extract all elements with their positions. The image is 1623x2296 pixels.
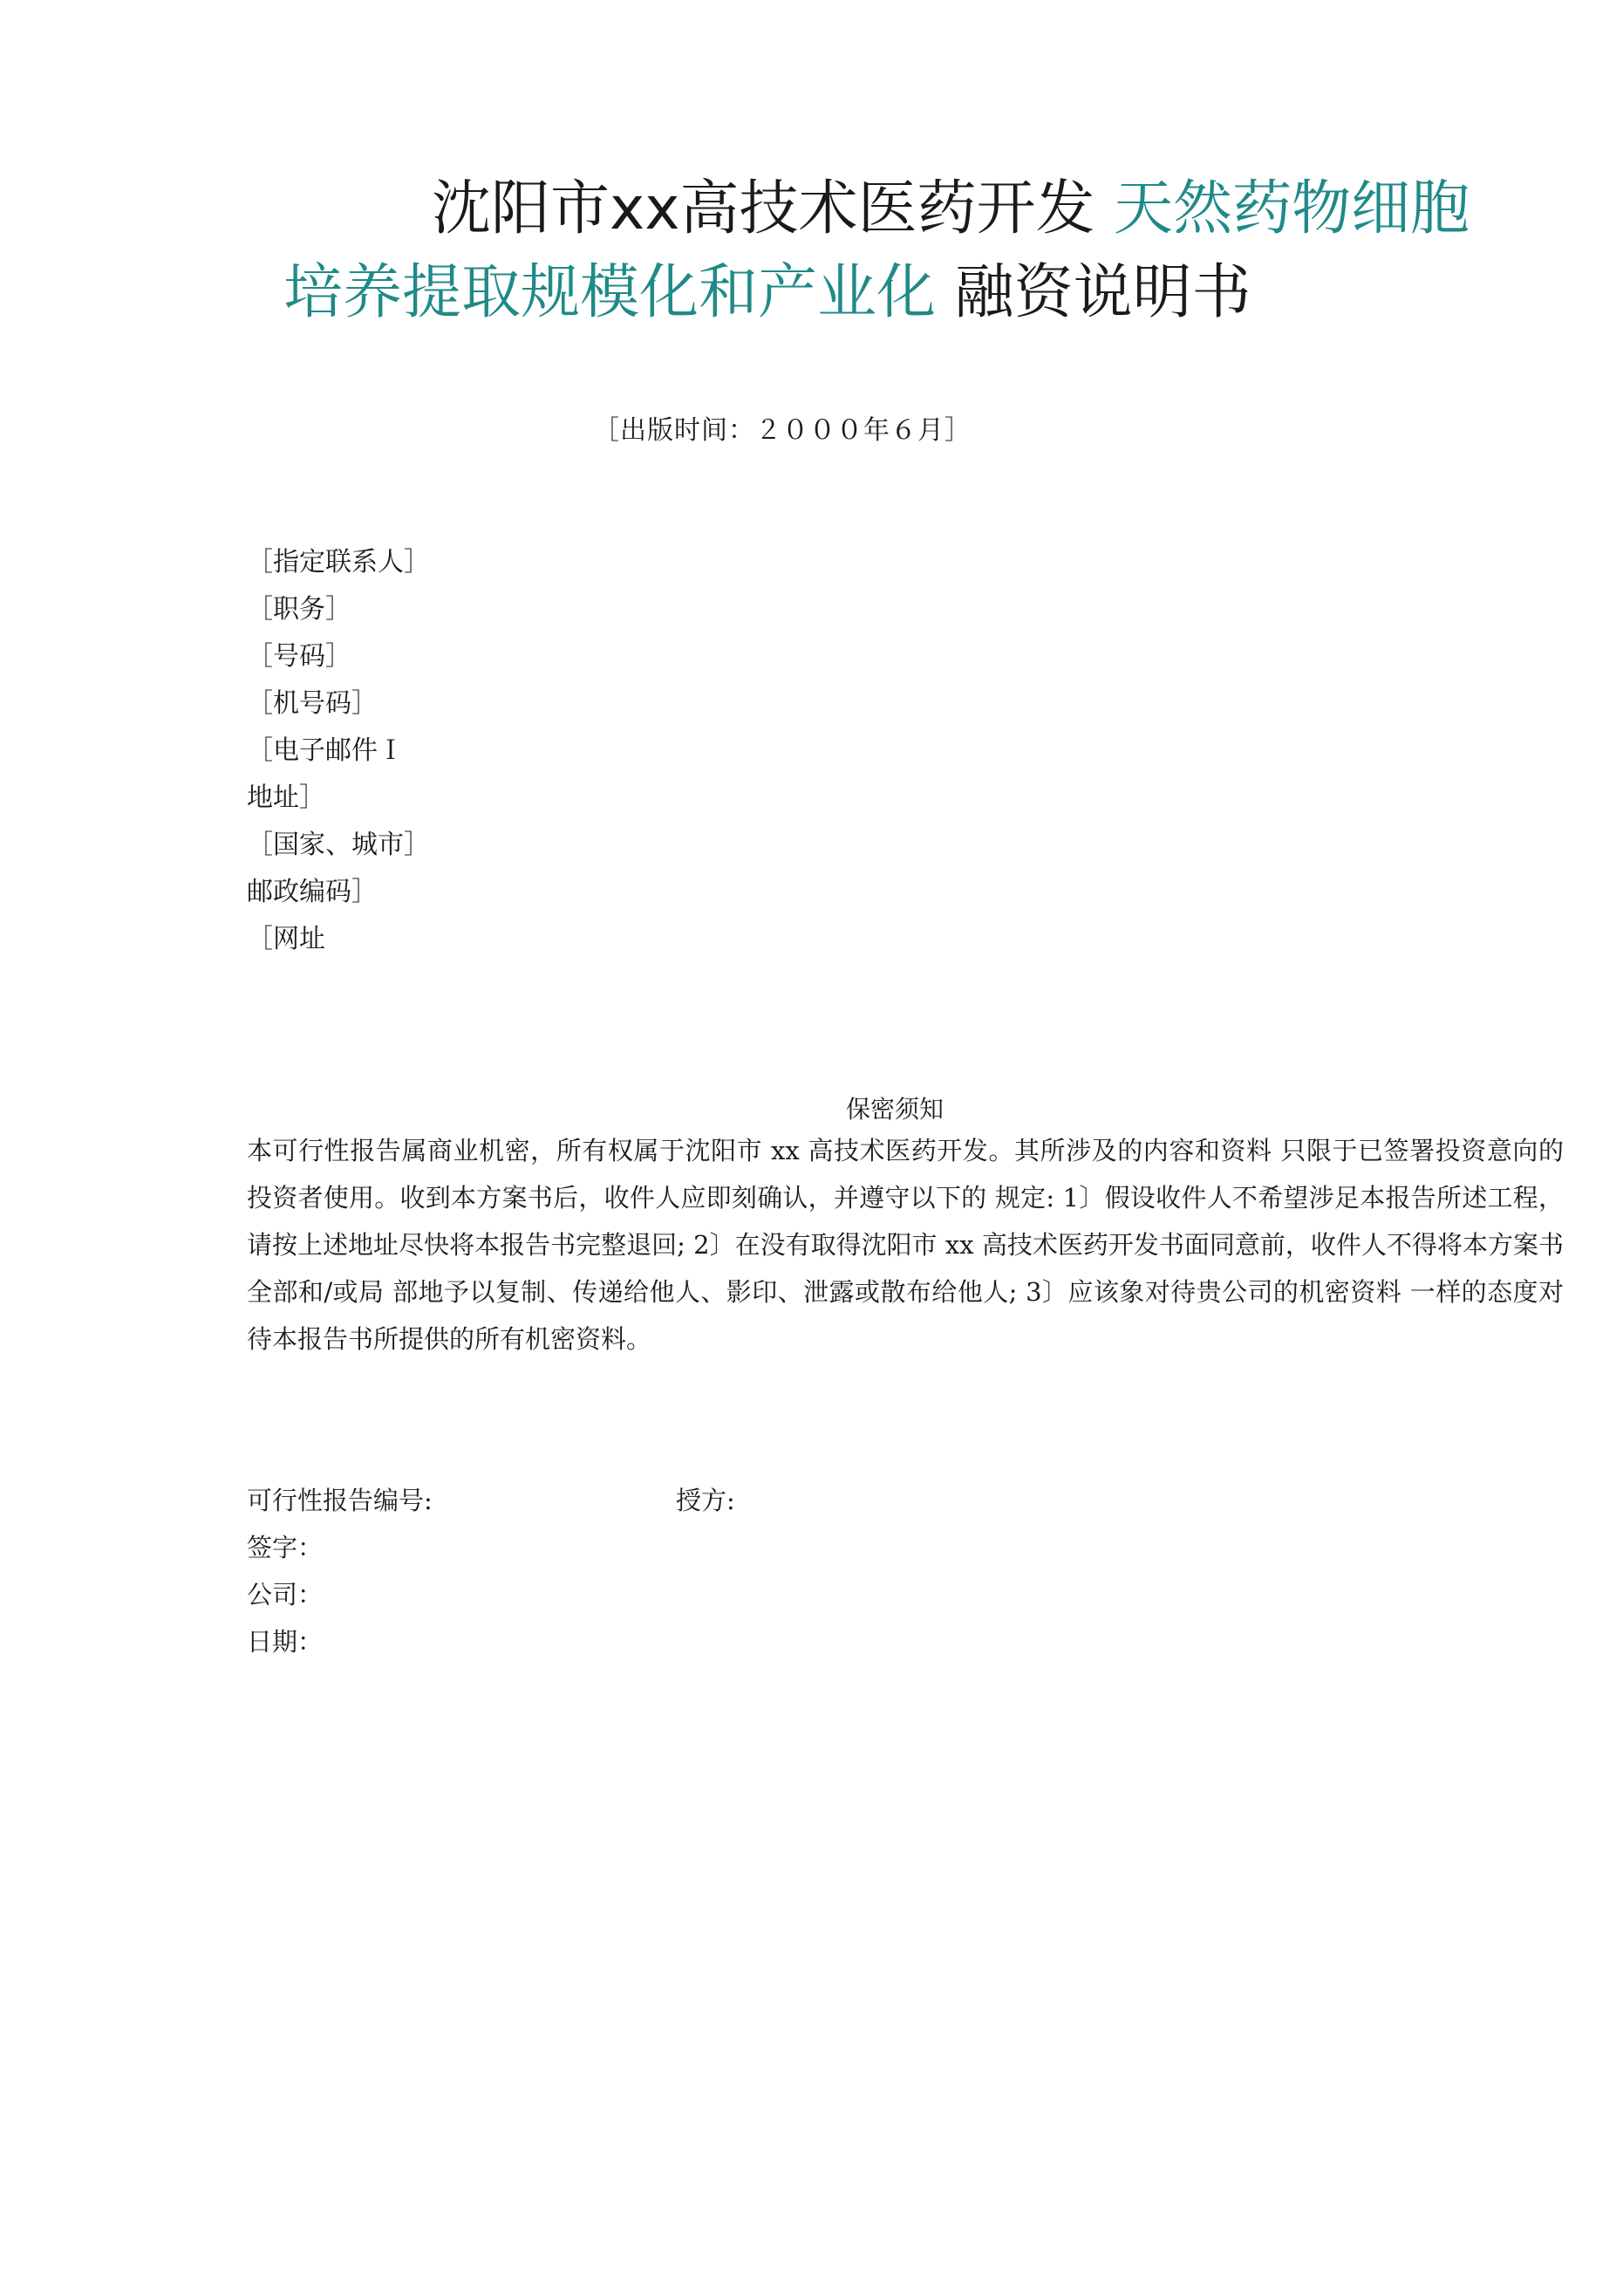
title-project-part-1: 天然药物细胞: [1095, 174, 1470, 243]
document-title-line-2: [283, 249, 1623, 337]
title-doc-type: 融资说明书: [936, 258, 1251, 327]
email-field-line-1: ［电子邮件Ｉ: [247, 735, 404, 766]
document-title-line-1: [432, 166, 1623, 253]
company-label: 公司：: [247, 1580, 324, 1609]
contact-info-list: [247, 539, 430, 963]
mobile-field: ［机号码］: [247, 688, 378, 719]
publication-date: ［出版时间：２０００年６月］: [593, 415, 972, 446]
signature-label: 签字：: [247, 1533, 324, 1562]
report-number-label: 可行性报告编号:: [247, 1486, 433, 1515]
confidentiality-heading: 保密须知: [845, 1095, 944, 1124]
phone-field: ［号码］: [247, 641, 351, 672]
country-city-field: ［国家、城市］: [247, 830, 430, 860]
contact-person-field: ［指定联系人］: [247, 547, 430, 577]
title-org: 沈阳市xx高技术医药开发: [432, 174, 1095, 243]
date-label: 日期：: [247, 1627, 324, 1657]
email-field-line-2: 地址］: [247, 782, 325, 813]
title-project-part-2: 培养提取规模化和产业化: [283, 258, 937, 327]
position-field: ［职务］: [247, 594, 351, 625]
grantor-label: 授方:: [676, 1486, 735, 1515]
website-field: ［网址: [247, 924, 325, 954]
confidentiality-body: 本可行性报告属商业机密，所有权属于沈阳市 xx 高技术医药开发。其所涉及的内容和资料 只限于已签署投资意向的投资者使用。收到本方案书后，收件人应即刻确认，并遵守以下的 规定: 1〕假设收件人不希望涉足本报告所述工程，请按上述地址尽快将本报告书完整退回; 2〕在没有取得沈阳市 xx 高技术医药开发书面同意前，收件人不得将本方案书全部和/或局 部地予以复制、传递给他人、影印、泄露或散布给他人; 3〕应该象对待贵公司的机密资料 一样的态度对待本报告书所提供的所有机密资料。: [247, 1136, 1564, 1354]
postal-code-field: 邮政编码］: [247, 877, 378, 907]
